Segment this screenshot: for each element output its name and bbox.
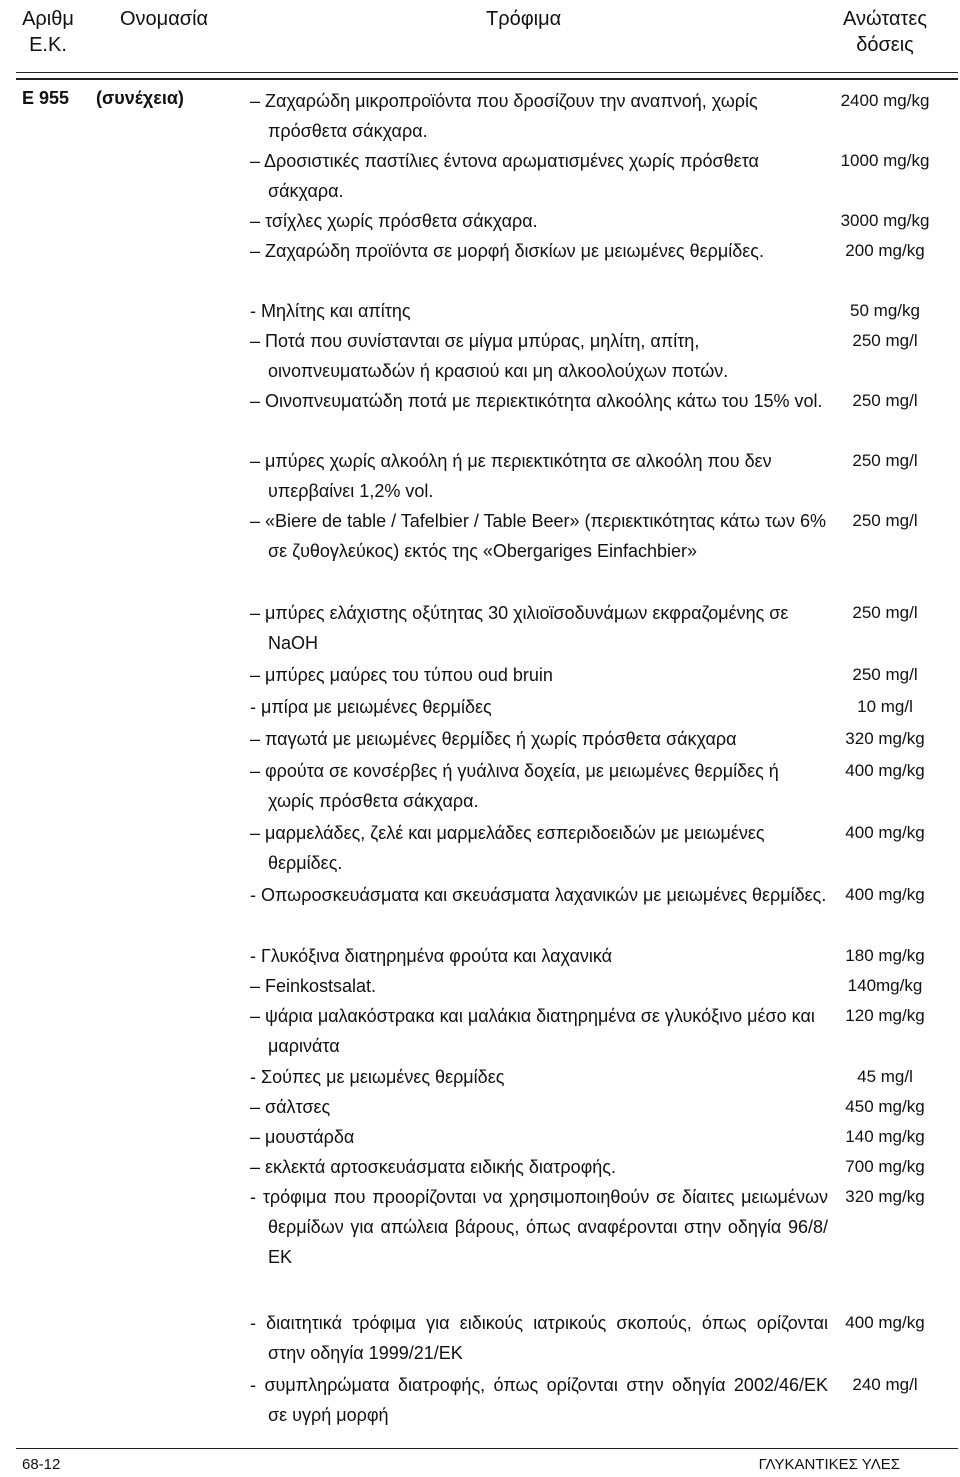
food-item: – φρούτα σε κονσέρβες ή γυάλινα δοχεία, με μειωμένες θερμίδες ή χωρίς πρόσθετα σάκχαρα. bbox=[250, 761, 779, 811]
food-item: - συμπληρώματα διατροφής, όπως ορίζονται στην οδηγία 2002/46/ΕΚ σε υγρή μορφή bbox=[250, 1375, 828, 1425]
food-item: – Δροσιστικές παστίλιες έντονα αρωματισμένες χωρίς πρόσθετα σάκχαρα. bbox=[250, 151, 759, 201]
header-number-line1: Αριθμ bbox=[22, 8, 74, 30]
dose-value: 50 mg/kg bbox=[850, 301, 920, 320]
header-number bbox=[18, 6, 78, 58]
dose-value: 320 mg/kg bbox=[845, 729, 925, 748]
dose-value: 140 mg/kg bbox=[845, 1127, 925, 1146]
footer-divider bbox=[16, 1448, 958, 1449]
dose-value: 250 mg/l bbox=[852, 391, 918, 410]
dose-value: 2400 mg/kg bbox=[840, 91, 930, 110]
food-item: – μπύρες ελάχιστης οξύτητας 30 χιλιοϊσοδυνάμων εκφραζομένης σε NaOH bbox=[250, 603, 789, 653]
dose-value: 200 mg/kg bbox=[845, 241, 925, 260]
food-item: – μπύρες μαύρες του τύπου oud bruin bbox=[250, 665, 553, 685]
header-dose bbox=[820, 6, 950, 58]
dose-value: 1000 mg/kg bbox=[840, 151, 930, 170]
food-item: - τρόφιμα που προορίζονται να χρησιμοποιηθούν σε δίαιτες μειωμένων θερμίδων για απώλεια βάρους, όπως αναφέρονται στην οδηγία 96/8/ΕΚ bbox=[250, 1187, 828, 1267]
food-item: – Ζαχαρώδη μικροπροϊόντα που δροσίζουν την αναπνοή, χωρίς πρόσθετα σάκχαρα. bbox=[250, 91, 758, 141]
food-item: – τσίχλες χωρίς πρόσθετα σάκχαρα. bbox=[250, 211, 538, 231]
dose-value: 700 mg/kg bbox=[845, 1157, 925, 1176]
header-food: Τρόφιμα bbox=[486, 8, 562, 30]
dose-value: 180 mg/kg bbox=[845, 946, 925, 965]
page-number: 68-12 bbox=[22, 1456, 61, 1473]
food-item: - Οπωροσκευάσματα και σκευάσματα λαχανικών με μειωμένες θερμίδες. bbox=[250, 885, 827, 905]
dose-value: 400 mg/kg bbox=[845, 823, 925, 842]
dose-value: 250 mg/l bbox=[852, 451, 918, 470]
food-item: – Οινοπνευματώδη ποτά με περιεκτικότητα αλκοόλης κάτω του 15% vol. bbox=[250, 391, 823, 411]
food-item: – μπύρες χωρίς αλκοόλη ή με περιεκτικότητα σε αλκοόλη που δεν υπερβαίνει 1,2% vol. bbox=[250, 451, 772, 501]
dose-value: 240 mg/l bbox=[852, 1375, 918, 1394]
header-dose-line1: Ανώτατες bbox=[843, 8, 927, 30]
header-dose-line2: δόσεις bbox=[856, 34, 914, 56]
dose-value: 250 mg/l bbox=[852, 603, 918, 622]
dose-value: 45 mg/l bbox=[857, 1067, 913, 1086]
food-item: - Γλυκόξινα διατηρημένα φρούτα και λαχανικά bbox=[250, 946, 613, 966]
header-name: Ονομασία bbox=[120, 8, 209, 30]
dose-value: 3000 mg/kg bbox=[840, 211, 930, 230]
table-header bbox=[0, 0, 960, 66]
food-item: – σάλτσες bbox=[250, 1097, 331, 1117]
continuation-note: (συνέχεια) bbox=[96, 88, 184, 108]
food-item: – Feinkostsalat. bbox=[250, 976, 377, 996]
dose-value: 250 mg/l bbox=[852, 331, 918, 350]
dose-value: 400 mg/kg bbox=[845, 1313, 925, 1332]
food-item: – ψάρια μαλακόστρακα και μαλάκια διατηρημένα σε γλυκόξινο μέσο και μαρινάτα bbox=[250, 1006, 815, 1056]
section-title: ΓΛΥΚΑΝΤΙΚΕΣ ΥΛΕΣ bbox=[758, 1456, 900, 1473]
dose-value: 120 mg/kg bbox=[845, 1006, 925, 1025]
food-item: - μπίρα με μειωμένες θερμίδες bbox=[250, 697, 492, 717]
food-item: – εκλεκτά αρτοσκευάσματα ειδικής διατροφής. bbox=[250, 1157, 616, 1177]
dose-value: 320 mg/kg bbox=[845, 1187, 925, 1206]
food-item: - Μηλίτης και απίτης bbox=[250, 301, 411, 321]
food-item: – Ζαχαρώδη προϊόντα σε μορφή δισκίων με μειωμένες θερμίδες. bbox=[250, 241, 764, 261]
food-item: – μαρμελάδες, ζελέ και μαρμελάδες εσπεριδοειδών με μειωμένες θερμίδες. bbox=[250, 823, 765, 873]
dose-value: 140mg/kg bbox=[847, 976, 923, 995]
header-divider-bottom bbox=[16, 78, 958, 80]
header-number-line2: Ε.Κ. bbox=[29, 34, 67, 56]
food-item: – «Biere de table / Tafelbier / Table Beer» (περιεκτικότητας κάτω των 6% σε ζυθογλεύκος) εκτός της «Obergariges Einfachbier» bbox=[250, 511, 826, 561]
header-divider-top bbox=[16, 72, 958, 73]
dose-value: 10 mg/l bbox=[857, 697, 913, 716]
food-item: - διαιτητικά τρόφιμα για ειδικούς ιατρικούς σκοπούς, όπως ορίζονται στην οδηγία 1999/21/ΕΚ bbox=[250, 1313, 828, 1363]
dose-value: 250 mg/l bbox=[852, 665, 918, 684]
e-number: Ε 955 bbox=[22, 88, 70, 108]
food-item: – Ποτά που συνίστανται σε μίγμα μπύρας, μηλίτη, απίτη, οινοπνευματωδών ή κρασιού και μη αλκοολούχων ποτών. bbox=[250, 331, 729, 381]
dose-value: 400 mg/kg bbox=[845, 885, 925, 904]
food-item: – μουστάρδα bbox=[250, 1127, 355, 1147]
food-item: - Σούπες με μειωμένες θερμίδες bbox=[250, 1067, 505, 1087]
food-item: – παγωτά με μειωμένες θερμίδες ή χωρίς πρόσθετα σάκχαρα bbox=[250, 729, 737, 749]
dose-value: 400 mg/kg bbox=[845, 761, 925, 780]
dose-value: 450 mg/kg bbox=[845, 1097, 925, 1116]
dose-value: 250 mg/l bbox=[852, 511, 918, 530]
